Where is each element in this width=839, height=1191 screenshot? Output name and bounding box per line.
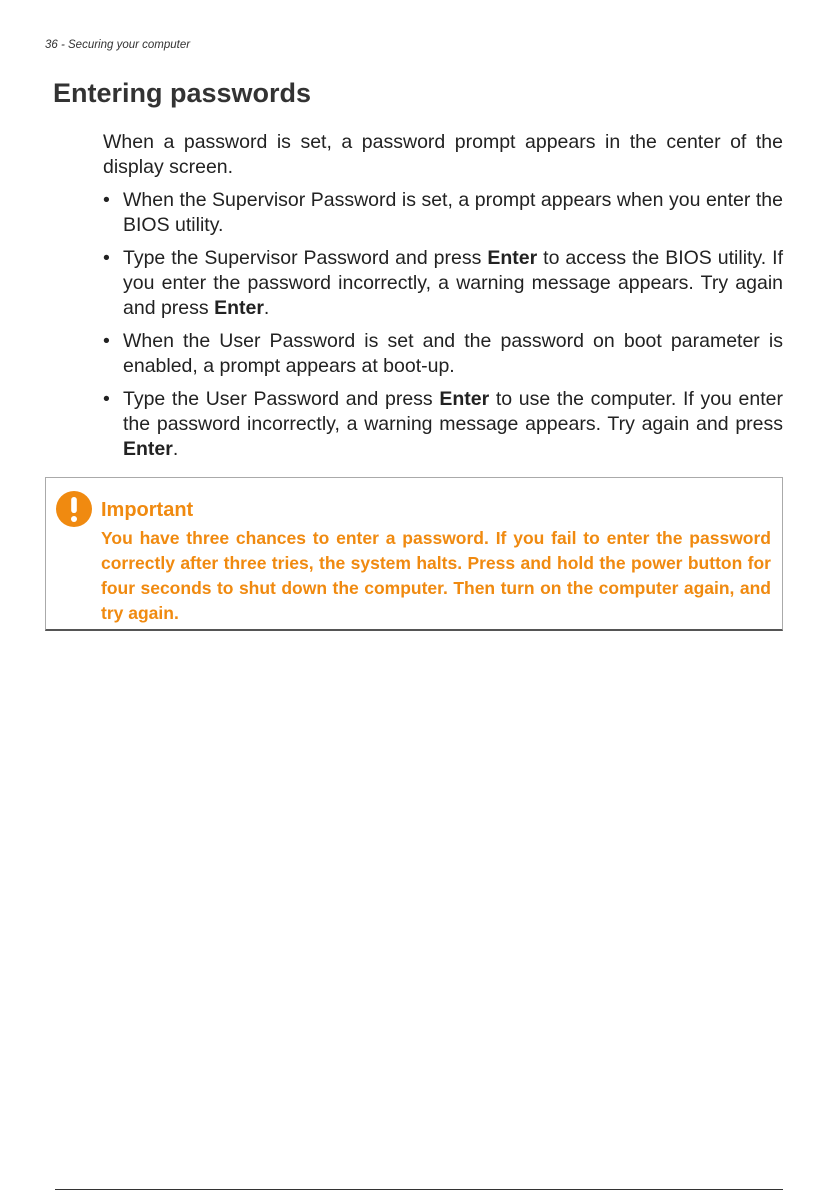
important-title: Important xyxy=(101,499,194,521)
list-item-text: . xyxy=(263,297,270,319)
list-item-text: to access the BIOS utility. If you enter the password incorrectly, a warning message appears. Try again and press xyxy=(123,247,783,319)
list-item xyxy=(103,387,783,462)
list-item-text: Type the User Password and press xyxy=(123,388,440,410)
list-item-text: When the Supervisor Password is set, a prompt appears when you enter the BIOS utility. xyxy=(123,189,783,236)
list-item-text: Type the Supervisor Password and press xyxy=(123,247,488,269)
list-item xyxy=(103,246,783,321)
running-header: 36 - Securing your computer xyxy=(45,39,191,51)
bullet-mark: • xyxy=(103,247,110,269)
password-steps-list xyxy=(103,188,783,470)
list-item-text: to use the computer. If you enter the password incorrectly, a warning message appears. Try again and press xyxy=(123,388,783,435)
important-callout xyxy=(45,477,783,631)
list-item xyxy=(103,188,783,238)
bullet-mark: • xyxy=(103,189,110,211)
list-item xyxy=(103,329,783,379)
important-body: You have three chances to enter a password. If you fail to enter the password correctly after three tries, the system halts. Press and hold the power button for four seconds to shut down the computer. Then turn on the computer again, and try again. xyxy=(101,528,771,623)
intro-paragraph: When a password is set, a password prompt appears in the center of the display screen. xyxy=(103,131,783,178)
exclamation-icon xyxy=(56,491,92,527)
key-name: Enter xyxy=(439,388,490,410)
key-name: Enter xyxy=(123,438,173,460)
list-item-text: . xyxy=(172,438,179,460)
key-name: Enter xyxy=(214,297,264,319)
bullet-mark: • xyxy=(103,330,110,352)
list-item-text: When the User Password is set and the password on boot parameter is enabled, a prompt appears at boot-up. xyxy=(123,330,783,377)
bullet-mark: • xyxy=(103,388,110,410)
section-title: Entering passwords xyxy=(53,78,312,108)
key-name: Enter xyxy=(487,247,538,269)
footer-rule xyxy=(55,1189,783,1190)
